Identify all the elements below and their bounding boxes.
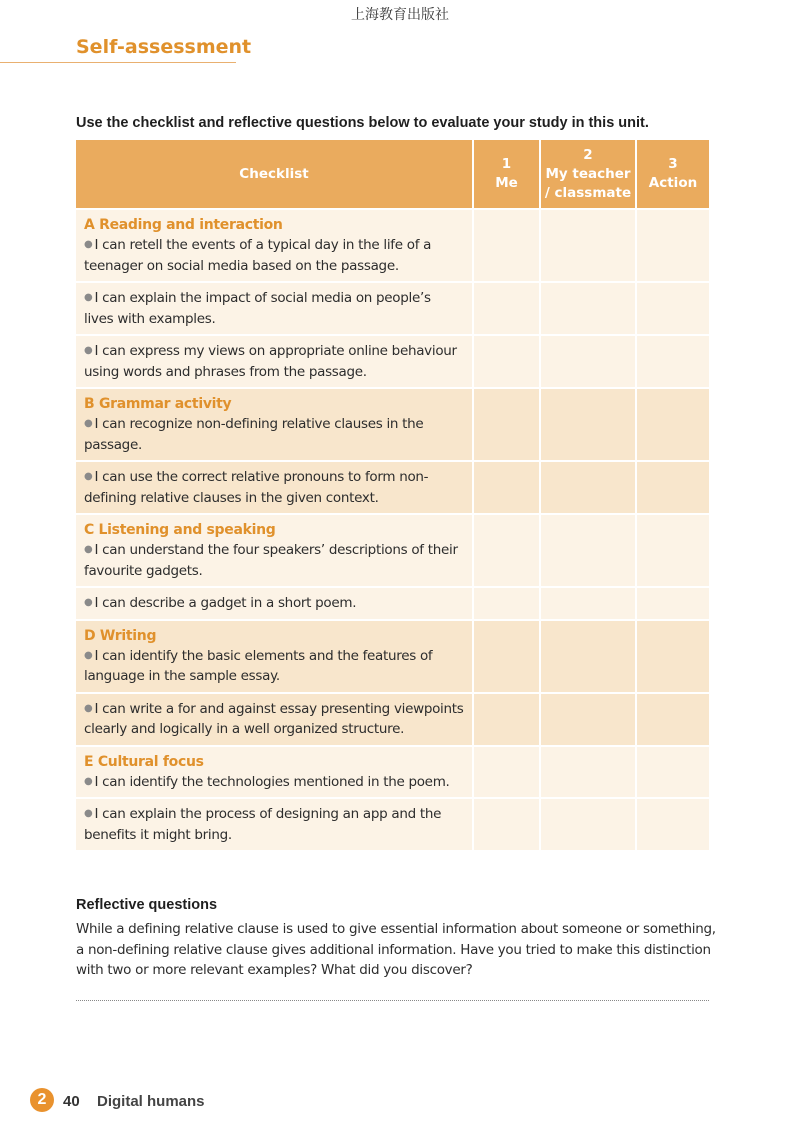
table-row	[76, 388, 709, 461]
category-heading: C Listening and speaking	[84, 522, 276, 538]
me-cell[interactable]	[473, 388, 540, 461]
checklist-item-text: I can explain the impact of social media on people’s lives with examples.	[84, 290, 431, 327]
action-cell[interactable]	[636, 335, 709, 388]
teacher-classmate-cell[interactable]	[540, 620, 636, 693]
bullet-icon: ●	[84, 418, 93, 429]
header-number: 2	[583, 146, 593, 163]
checklist-table	[76, 140, 709, 850]
checklist-item	[84, 699, 464, 740]
bullet-icon: ●	[84, 649, 93, 661]
category-heading: B Grammar activity	[84, 396, 232, 412]
checklist-item	[84, 341, 464, 382]
checklist-cell	[76, 282, 473, 335]
header-teacher-classmate	[540, 140, 636, 209]
page-number: 40	[63, 1093, 80, 1110]
teacher-classmate-cell[interactable]	[540, 282, 636, 335]
me-cell[interactable]	[473, 798, 540, 850]
action-cell[interactable]	[636, 587, 709, 620]
table-header-row	[76, 140, 709, 209]
header-checklist	[76, 140, 473, 209]
table-row	[76, 514, 709, 587]
me-cell[interactable]	[473, 746, 540, 799]
instructions-text: Use the checklist and reflective questions below to evaluate your study in this unit.	[76, 115, 649, 131]
checklist-item-text: I can explain the process of designing an app and the benefits it might bring.	[84, 806, 442, 843]
checklist-cell	[76, 746, 473, 799]
section-title: Self-assessment	[76, 36, 252, 58]
checklist-item-text: I can describe a gadget in a short poem.	[94, 595, 357, 611]
checklist-item-text: I can write a for and against essay presenting viewpoints clearly and logically in a well organized structure.	[84, 700, 464, 737]
header-label: Checklist	[239, 165, 309, 182]
checklist-cell	[76, 798, 473, 850]
checklist-item	[84, 467, 464, 508]
action-cell[interactable]	[636, 620, 709, 693]
me-cell[interactable]	[473, 335, 540, 388]
teacher-classmate-cell[interactable]	[540, 514, 636, 587]
category-heading: A Reading and interaction	[84, 217, 283, 233]
header-number: 1	[501, 156, 512, 172]
checklist-item-text: I can retell the events of a typical day in the life of a teenager on social media based on the passage.	[84, 237, 432, 274]
me-cell[interactable]	[473, 693, 540, 746]
header-label: Action	[648, 175, 698, 191]
table-row	[76, 693, 709, 746]
table-row	[76, 798, 709, 850]
checklist-cell	[76, 209, 473, 282]
teacher-classmate-cell[interactable]	[540, 587, 636, 620]
checklist-cell	[76, 335, 473, 388]
action-cell[interactable]	[636, 461, 709, 514]
checklist-cell	[76, 461, 473, 514]
me-cell[interactable]	[473, 282, 540, 335]
bullet-icon: ●	[84, 471, 93, 482]
checklist-item	[84, 540, 464, 581]
checklist-cell	[76, 514, 473, 587]
table-row	[76, 335, 709, 388]
checklist-item	[84, 414, 464, 455]
publisher-name: 上海教育出版社	[351, 7, 449, 23]
unit-number-badge: 2	[30, 1088, 54, 1112]
header-number: 3	[668, 156, 678, 172]
checklist-item-text: I can identify the technologies mentioned in the poem.	[94, 773, 450, 790]
checklist-item	[84, 804, 464, 845]
action-cell[interactable]	[636, 693, 709, 746]
title-underline	[0, 62, 236, 63]
teacher-classmate-cell[interactable]	[540, 209, 636, 282]
me-cell[interactable]	[473, 620, 540, 693]
category-heading: D Writing	[84, 627, 157, 644]
table-row	[76, 461, 709, 514]
action-cell[interactable]	[636, 746, 709, 799]
teacher-classmate-cell[interactable]	[540, 335, 636, 388]
checklist-item-text: I can express my views on appropriate online behaviour using words and phrases from the passage.	[84, 343, 457, 380]
action-cell[interactable]	[636, 282, 709, 335]
checklist-cell	[76, 620, 473, 693]
header-label: Me	[495, 175, 518, 191]
bullet-icon: ●	[84, 808, 93, 819]
checklist-item-text: I can use the correct relative pronouns to form non-defining relative clauses in the given context.	[84, 469, 429, 506]
bullet-icon: ●	[84, 239, 93, 250]
teacher-classmate-cell[interactable]	[540, 388, 636, 461]
teacher-classmate-cell[interactable]	[540, 798, 636, 850]
checklist-cell	[76, 587, 473, 620]
checklist-cell	[76, 693, 473, 746]
checklist-item	[84, 593, 464, 614]
table-row	[76, 620, 709, 693]
checklist-item-text: I can understand the four speakers’ descriptions of their favourite gadgets.	[84, 542, 458, 579]
me-cell[interactable]	[473, 461, 540, 514]
checklist-item	[84, 646, 464, 687]
checklist-item-text: I can recognize non-defining relative clauses in the passage.	[84, 416, 424, 453]
action-cell[interactable]	[636, 209, 709, 282]
header-label: My teacher / classmate	[544, 165, 632, 201]
teacher-classmate-cell[interactable]	[540, 746, 636, 799]
reflective-questions-heading: Reflective questions	[76, 897, 218, 913]
reflective-questions-text: While a defining relative clause is used to give essential information about someone or something, a non-defining relative clause gives additional information. Have you tried to make this distinction with two or more relevant examples? What did you discover?	[76, 921, 716, 978]
me-cell[interactable]	[473, 514, 540, 587]
me-cell[interactable]	[473, 587, 540, 620]
checklist-item-text: I can identify the basic elements and the features of language in the sample essay.	[84, 647, 433, 684]
checklist-item	[84, 772, 464, 793]
category-heading: E Cultural focus	[84, 753, 204, 770]
table-row	[76, 282, 709, 335]
checklist-item	[84, 235, 464, 276]
bullet-icon: ●	[84, 775, 93, 787]
bullet-icon: ●	[84, 345, 93, 356]
action-cell[interactable]	[636, 514, 709, 587]
answer-line[interactable]	[76, 1000, 709, 1001]
teacher-classmate-cell[interactable]	[540, 693, 636, 746]
bullet-icon: ●	[84, 702, 93, 714]
checklist-item	[84, 288, 464, 329]
me-cell[interactable]	[473, 209, 540, 282]
action-cell[interactable]	[636, 388, 709, 461]
teacher-classmate-cell[interactable]	[540, 461, 636, 514]
action-cell[interactable]	[636, 798, 709, 850]
table-row	[76, 746, 709, 799]
table-row	[76, 209, 709, 282]
table-row	[76, 587, 709, 620]
bullet-icon: ●	[84, 597, 93, 608]
header-action	[636, 140, 709, 209]
unit-title: Digital humans	[97, 1093, 205, 1110]
checklist-cell	[76, 388, 473, 461]
bullet-icon: ●	[84, 292, 93, 303]
header-me	[473, 140, 540, 209]
bullet-icon: ●	[84, 544, 93, 555]
